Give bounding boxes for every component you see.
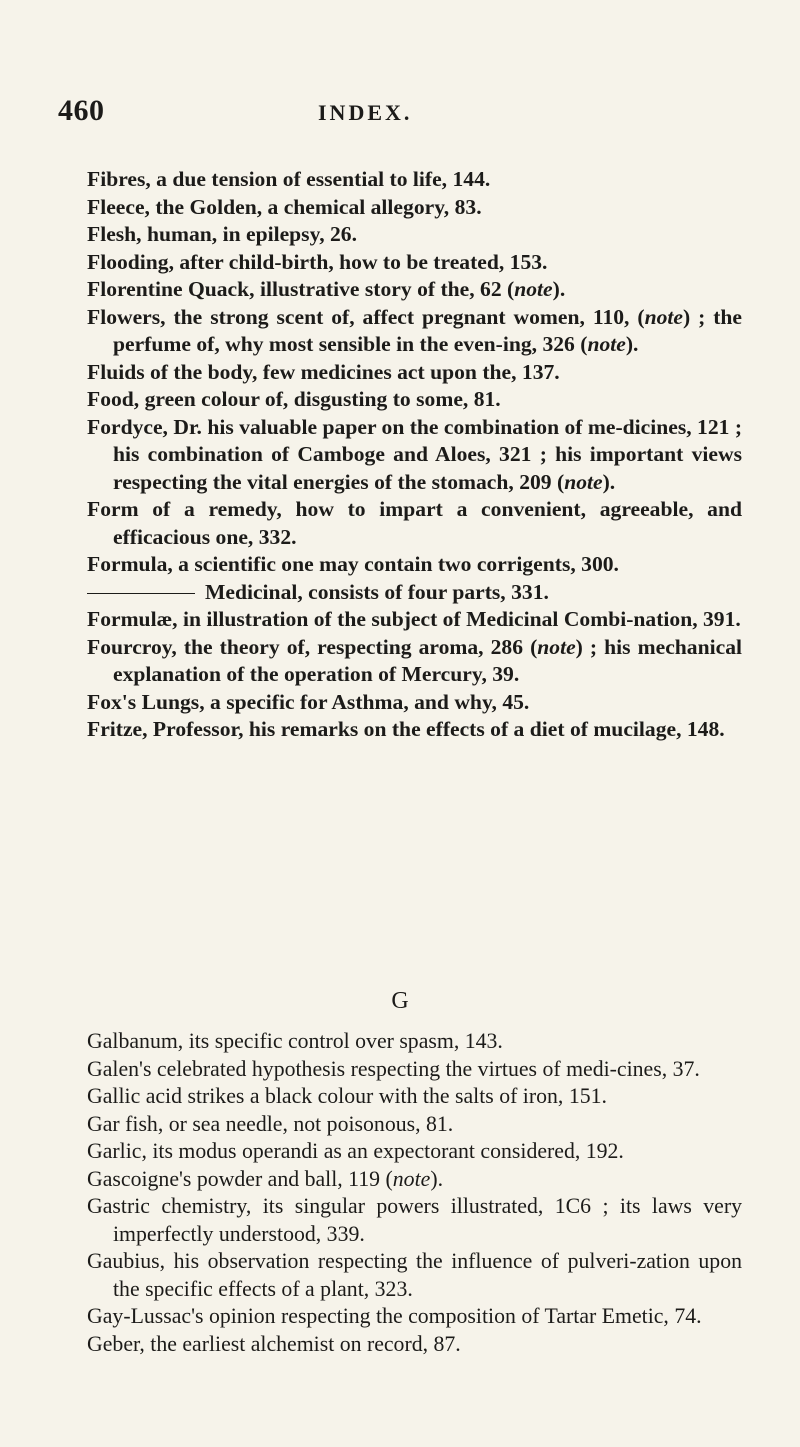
- index-entry: Garlic, its modus operandi as an expectorant considered, 192.: [87, 1139, 624, 1163]
- index-entry: Gallic acid strikes a black colour with the salts of iron, 151.: [87, 1084, 607, 1108]
- index-entry: Galen's celebrated hypothesis respecting the virtues of medi-cines, 37.: [87, 1056, 700, 1081]
- index-entry: Flooding, after child-birth, how to be treated, 153.: [87, 249, 548, 274]
- index-entry: Galbanum, its specific control over spasm, 143.: [87, 1029, 503, 1053]
- index-entry: Fibres, a due tension of essential to life, 144.: [87, 167, 491, 191]
- index-entry: Fritze, Professor, his remarks on the effects of a diet of mucilage, 148.: [87, 717, 725, 741]
- index-entry: Fleece, the Golden, a chemical allegory, 83.: [87, 194, 482, 219]
- index-entry: Fox's Lungs, a specific for Asthma, and why, 45.: [87, 689, 530, 714]
- index-entry: Form of a remedy, how to impart a convenient, agreeable, and efficacious one, 332.: [87, 497, 742, 549]
- index-entry: Florentine Quack, illustrative story of the, 62 (note).: [87, 277, 566, 301]
- index-section-g: [87, 1028, 742, 1358]
- index-entry: Gaubius, his observation respecting the influence of pulveri-zation upon the specific effects of a plant, 323.: [87, 1249, 742, 1301]
- ditto-rule: [87, 593, 195, 594]
- index-entry: Formula, a scientific one may contain two corrigents, 300.: [87, 552, 619, 576]
- index-entry: Food, green colour of, disgusting to some, 81.: [87, 387, 501, 411]
- index-section-f: [87, 166, 742, 744]
- index-entry: Formulæ, in illustration of the subject of Medicinal Combi-nation, 391.: [87, 607, 741, 631]
- index-entry: Geber, the earliest alchemist on record, 87.: [87, 1331, 461, 1356]
- index-entry: Flesh, human, in epilepsy, 26.: [87, 222, 357, 246]
- section-letter-g: G: [391, 988, 409, 1014]
- index-entry: Fluids of the body, few medicines act upon the, 137.: [87, 359, 560, 384]
- page-number: 460: [58, 94, 105, 127]
- index-entry: Fordyce, Dr. his valuable paper on the combination of me-dicines, 121 ; his combination of Camboge and Aloes, 321 ; his important views respecting the vital energies of the stomach, 209 (note).: [87, 414, 743, 494]
- index-entry: Flowers, the strong scent of, affect pregnant women, 110, (note) ; the perfume of, why most sensible in the even-ing, 326 (note).: [87, 304, 743, 356]
- index-entry: Gascoigne's powder and ball, 119 (note).: [87, 1166, 444, 1191]
- index-entry: Gay-Lussac's opinion respecting the composition of Tartar Emetic, 74.: [87, 1304, 702, 1328]
- index-entry-continuation: Medicinal, consists of four parts, 331.: [87, 579, 742, 607]
- index-entry: Gar fish, or sea needle, not poisonous, 81.: [87, 1111, 454, 1136]
- running-head: INDEX.: [318, 100, 413, 125]
- index-entry: Gastric chemistry, its singular powers illustrated, 1C6 ; its laws very imperfectly understood, 339.: [87, 1194, 742, 1246]
- index-entry: Fourcroy, the theory of, respecting aroma, 286 (note) ; his mechanical explanation of the operation of Mercury, 39.: [87, 634, 742, 686]
